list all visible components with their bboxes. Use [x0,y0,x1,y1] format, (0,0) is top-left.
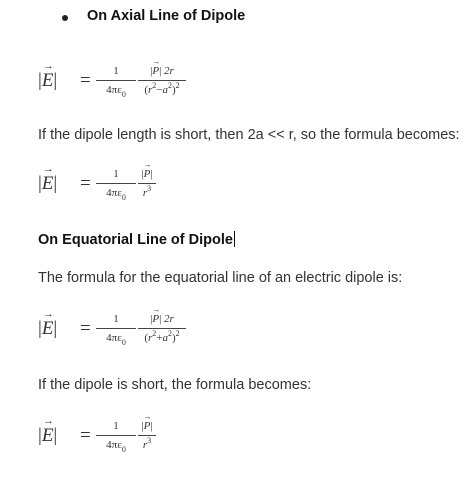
constant-fraction: 1 $4\pi\varepsilon_0$ [96,63,136,103]
constant-fraction: 1 $4\pi\varepsilon_0$ [96,311,136,351]
constant-fraction: 1 $4\pi\varepsilon_0$ [96,166,136,206]
equals-sign: = [80,70,91,91]
field-magnitude: | → E| [38,60,58,91]
axial-short-text: If the dipole length is short, then 2a << r, so the formula becomes: [38,127,460,143]
axial-field-formula [38,57,338,103]
equals-sign: = [80,173,91,194]
field-magnitude: | → E| [38,415,58,446]
equals-sign: = [80,318,91,339]
dipole-fraction: | → P| 2r $(r^2-a^2)^2$ [138,63,186,103]
constant-fraction: 1 $4\pi\varepsilon_0$ [96,418,136,458]
dipole-fraction: | → P| $r^3$ [138,166,156,206]
axial-heading: On Axial Line of Dipole [87,8,246,24]
equatorial-heading: On Equatorial Line of Dipole [38,232,233,248]
equatorial-field-formula [38,305,338,351]
bullet-point [62,15,68,21]
equals-sign: = [80,425,91,446]
equatorial-short-text: If the dipole is short, the formula becomes: [38,377,312,393]
field-magnitude: | → E| [38,308,58,339]
equatorial-short-formula [38,412,338,458]
field-magnitude: | → E| [38,163,58,194]
axial-short-formula [38,160,338,206]
dipole-fraction: | → P| $r^3$ [138,418,156,458]
text-cursor [234,231,235,247]
dipole-fraction: | → P| 2r $(r^2+a^2)^2$ [138,311,186,351]
equatorial-text: The formula for the equatorial line of an electric dipole is: [38,270,403,286]
